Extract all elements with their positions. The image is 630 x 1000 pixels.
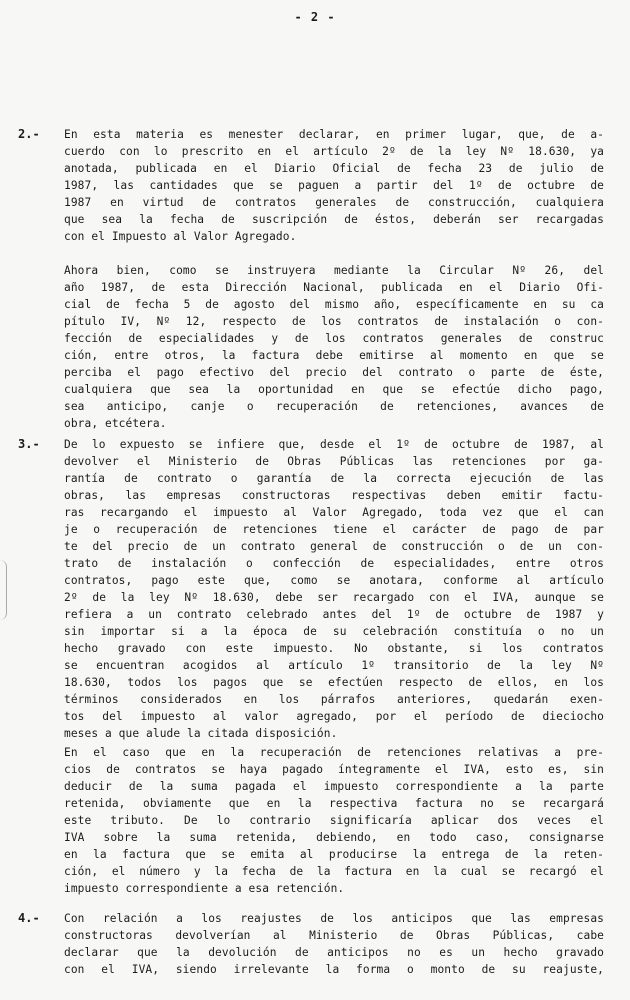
text-line: retenida, obviamente que en la respectiva factura no se recargará (64, 797, 604, 810)
text-line: fección de especialidades y de los contratos generales de construc (64, 332, 604, 345)
text-line: con el IVA, siendo irrelevante la forma o monto de su reajuste, (64, 963, 604, 976)
text-line: pítulo IV, Nº 12, respecto de los contratos de instalación o con- (64, 315, 604, 328)
text-line: deducir de la suma pagada el impuesto correspondiente a la parte (64, 780, 604, 793)
text-line: Ahora bien, como se instruyera mediante la Circular Nº 26, del (64, 264, 604, 277)
text-line: 2º de la ley Nº 18.630, debe ser recargado con el IVA, aunque se (64, 591, 604, 604)
section-number: 2.- (18, 127, 40, 141)
text-line: ras recargando el impuesto al Valor Agregado, toda vez que el can (64, 506, 604, 519)
text-line: 1987 en virtud de contratos generales de construcción, cualquiera (64, 196, 604, 209)
section-number: 4.- (18, 911, 40, 925)
text-line: tos del impuesto al valor agregado, por el período de dieciocho (64, 710, 604, 723)
text-line: obras, las empresas constructoras respectivas deben emitir factu- (64, 489, 604, 502)
text-line: cualquiera que sea la oportunidad en que se efectúe dicho pago, (64, 383, 604, 396)
text-line: este tributo. De lo contrario significaría aplicar dos veces el (64, 814, 604, 827)
text-line: rantía de contrato o garantía de la correcta ejecución de las (64, 472, 604, 485)
text-line: términos considerados en los párrafos anteriores, quedarán exen- (64, 693, 604, 706)
text-line: Con relación a los reajustes de los anticipos que las empresas (64, 912, 604, 925)
text-line: declarar que la devolución de anticipos no es un hecho gravado (64, 946, 604, 959)
text-line: En esta materia es menester declarar, en primer lugar, que, de a- (64, 128, 604, 141)
text-line: perciba el pago efectivo del precio del contrato o parte de éste, (64, 366, 604, 379)
text-line: ción, entre otros, la factura debe emitirse al momento en que se (64, 349, 604, 362)
text-line: cios de contratos se haya pagado íntegramente el IVA, esto es, sin (64, 763, 604, 776)
text-line: 1987, las cantidades que se paguen a partir del 1º de octubre de (64, 179, 604, 192)
text-line: cuerdo con lo prescrito en el artículo 2º de la ley Nº 18.630, ya (64, 145, 604, 158)
text-line: obra, etcétera. (64, 417, 167, 430)
text-line: hecho gravado con este impuesto. No obstante, si los contratos (64, 642, 604, 655)
text-line: en la factura que se emita al producirse la entrega de la reten- (64, 848, 604, 861)
text-line: refiera a un contrato celebrado antes del 1º de octubre de 1987 y (64, 608, 604, 621)
text-line: te del precio de un contrato general de construcción o de un con- (64, 540, 604, 553)
text-line: sea anticipo, canje o recuperación de retenciones, avances de (64, 400, 604, 413)
text-line: que sea la fecha de suscripción de éstos, deberán ser recargadas (64, 213, 604, 226)
text-line: impuesto correspondiente a esa retención. (64, 882, 345, 895)
text-line: meses a que alude la citada disposición. (64, 727, 338, 740)
text-line: De lo expuesto se infiere que, desde el 1º de octubre de 1987, al (64, 438, 604, 451)
section-number: 3.- (18, 437, 40, 451)
text-line: je o recuperación de retenciones tiene el carácter de pago de par (64, 523, 604, 536)
text-line: sin importar si a la época de su celebración constituía o no un (64, 625, 604, 638)
text-line: ción, el número y la fecha de la factura en la cual se recargó el (64, 865, 604, 878)
text-line: IVA sobre la suma retenida, debiendo, en todo caso, consignarse (64, 831, 604, 844)
text-line: En el caso que en la recuperación de retenciones relativas a pre- (64, 746, 604, 759)
margin-punch-mark (0, 560, 7, 620)
page-number: - 2 - (294, 10, 336, 24)
text-line: trato de instalación o confección de especialidades, entre otros (64, 557, 604, 570)
text-line: 18.630, todos los pagos que se efectúen respecto de ellos, en los (64, 676, 604, 689)
text-line: anotada, publicada en el Diario Oficial de fecha 23 de julio de (64, 162, 604, 175)
text-line: se encuentran acogidos al artículo 1º transitorio de la ley Nº (64, 659, 604, 672)
text-line: año 1987, de esta Dirección Nacional, publicada en el Diario Ofi- (64, 281, 604, 294)
text-line: contratos, pago este que, como se anotara, conforme al artículo (64, 574, 604, 587)
text-line: constructoras devolverían al Ministerio de Obras Públicas, cabe (64, 929, 604, 942)
text-line: devolver el Ministerio de Obras Públicas las retenciones por ga- (64, 455, 604, 468)
text-line: cial de fecha 5 de agosto del mismo año, específicamente en su ca (64, 298, 604, 311)
text-line: con el Impuesto al Valor Agregado. (64, 230, 297, 243)
